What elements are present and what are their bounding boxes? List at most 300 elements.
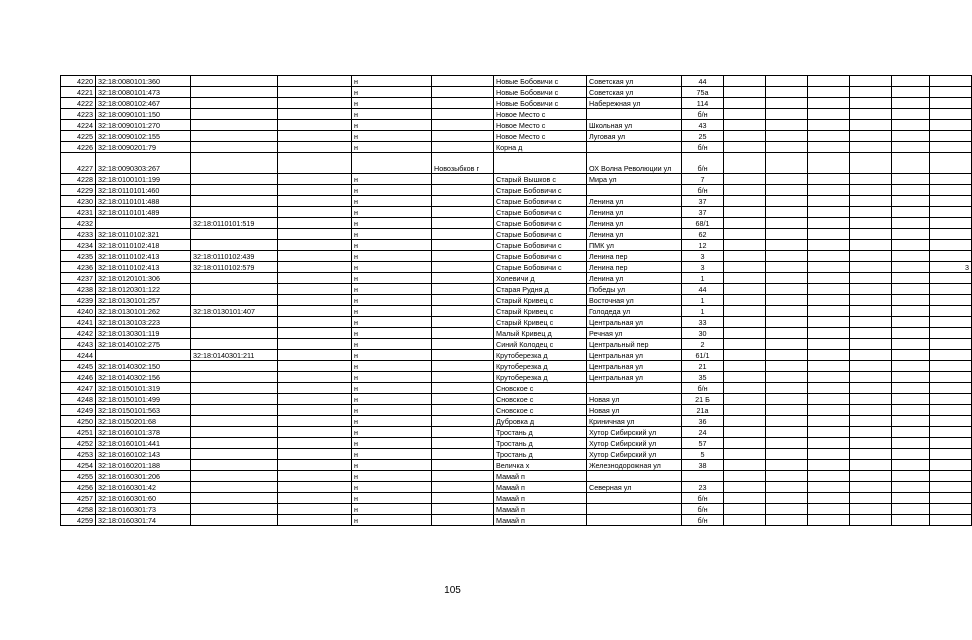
cell-col-4 (278, 131, 352, 142)
cell-col-15 (930, 295, 972, 306)
cell-settlement: Старый Кривец с (494, 306, 587, 317)
cell-col-4 (278, 405, 352, 416)
cell-house-number: б/н (682, 504, 724, 515)
cell-type-marker: н (352, 196, 432, 207)
cell-house-number: 36 (682, 416, 724, 427)
cell-col-10 (724, 262, 766, 273)
cell-col-15 (930, 394, 972, 405)
cell-col-13 (850, 120, 892, 131)
cell-cadastral-number: 32:18:0160101:441 (96, 438, 191, 449)
cell-settlement: Старые Бобовичи с (494, 229, 587, 240)
cell-col-13 (850, 460, 892, 471)
cell-cadastral-number: 32:18:0150201:68 (96, 416, 191, 427)
cell-street: Восточная ул (587, 295, 682, 306)
cell-col-10 (724, 87, 766, 98)
cell-col-4 (278, 350, 352, 361)
cell-col-15 (930, 218, 972, 229)
cell-type-marker: н (352, 339, 432, 350)
cell-type-marker: н (352, 438, 432, 449)
cell-col-13 (850, 153, 892, 174)
cell-col-14 (892, 449, 930, 460)
table-row (61, 416, 972, 427)
cell-col-13 (850, 328, 892, 339)
cell-related-cadastral-number (191, 317, 278, 328)
cell-street: Центральная ул (587, 350, 682, 361)
cell-street: Ленина ул (587, 229, 682, 240)
cell-type-marker: н (352, 482, 432, 493)
cell-col-4 (278, 196, 352, 207)
cell-settlement: Старые Бобовичи с (494, 251, 587, 262)
cell-related-cadastral-number (191, 207, 278, 218)
cell-cadastral-number: 32:18:0120301:122 (96, 284, 191, 295)
cell-col-14 (892, 504, 930, 515)
cell-col-15 (930, 449, 972, 460)
cell-col-15 (930, 240, 972, 251)
cell-house-number: 25 (682, 131, 724, 142)
cell-col-4 (278, 76, 352, 87)
table-row (61, 361, 972, 372)
cell-col-13 (850, 284, 892, 295)
cell-col-4 (278, 229, 352, 240)
cell-city (432, 196, 494, 207)
cell-related-cadastral-number: 32:18:0130101:407 (191, 306, 278, 317)
cell-row-number: 4246 (61, 372, 96, 383)
cell-house-number: 1 (682, 273, 724, 284)
cell-related-cadastral-number (191, 482, 278, 493)
cell-col-14 (892, 207, 930, 218)
cell-settlement: Старые Бобовичи с (494, 185, 587, 196)
cell-house-number: б/н (682, 109, 724, 120)
cell-house-number: б/н (682, 383, 724, 394)
cell-related-cadastral-number (191, 142, 278, 153)
cell-house-number: 62 (682, 229, 724, 240)
cell-city (432, 131, 494, 142)
cell-col-10 (724, 153, 766, 174)
cell-type-marker: н (352, 383, 432, 394)
cell-col-11 (766, 394, 808, 405)
cell-row-number: 4249 (61, 405, 96, 416)
cell-street: Ленина ул (587, 273, 682, 284)
cell-col-4 (278, 361, 352, 372)
cell-col-15 (930, 493, 972, 504)
cell-house-number: 68/1 (682, 218, 724, 229)
table-row (61, 317, 972, 328)
cell-settlement: Старые Бобовичи с (494, 262, 587, 273)
cell-col-4 (278, 438, 352, 449)
table-row (61, 131, 972, 142)
cell-col-12 (808, 295, 850, 306)
cell-col-13 (850, 482, 892, 493)
cell-col-14 (892, 131, 930, 142)
cell-cadastral-number: 32:18:0160101:378 (96, 427, 191, 438)
table-row (61, 229, 972, 240)
cell-col-11 (766, 306, 808, 317)
cell-col-14 (892, 153, 930, 174)
cell-col-14 (892, 218, 930, 229)
cell-settlement: Мамай п (494, 493, 587, 504)
cell-col-15 (930, 142, 972, 153)
cell-type-marker: н (352, 306, 432, 317)
cell-cadastral-number: 32:18:0160301:74 (96, 515, 191, 526)
cell-col-14 (892, 493, 930, 504)
cell-col-14 (892, 284, 930, 295)
cell-col-14 (892, 142, 930, 153)
cell-col-12 (808, 174, 850, 185)
cell-col-11 (766, 76, 808, 87)
cell-col-12 (808, 449, 850, 460)
cell-street: Центральная ул (587, 317, 682, 328)
cell-type-marker: н (352, 471, 432, 482)
cell-col-12 (808, 76, 850, 87)
cell-street: Речная ул (587, 328, 682, 339)
cell-col-12 (808, 427, 850, 438)
cell-city (432, 317, 494, 328)
cell-col-11 (766, 218, 808, 229)
cell-type-marker: н (352, 185, 432, 196)
cell-col-13 (850, 174, 892, 185)
cell-col-11 (766, 153, 808, 174)
cell-settlement: Сновское с (494, 405, 587, 416)
cell-related-cadastral-number (191, 372, 278, 383)
cell-cadastral-number: 32:18:0110102:321 (96, 229, 191, 240)
table-row (61, 218, 972, 229)
cell-house-number: 24 (682, 427, 724, 438)
cell-col-13 (850, 416, 892, 427)
cell-related-cadastral-number (191, 229, 278, 240)
cell-col-14 (892, 240, 930, 251)
cell-col-11 (766, 361, 808, 372)
cell-settlement: Сновское с (494, 383, 587, 394)
cell-cadastral-number: 32:18:0100101:199 (96, 174, 191, 185)
cell-related-cadastral-number (191, 416, 278, 427)
table-row (61, 350, 972, 361)
cell-related-cadastral-number (191, 427, 278, 438)
cell-row-number: 4225 (61, 131, 96, 142)
cell-type-marker: н (352, 262, 432, 273)
table-row (61, 109, 972, 120)
cell-row-number: 4248 (61, 394, 96, 405)
cell-col-10 (724, 98, 766, 109)
cell-col-13 (850, 350, 892, 361)
cell-row-number: 4222 (61, 98, 96, 109)
cell-col-12 (808, 218, 850, 229)
cell-type-marker: н (352, 273, 432, 284)
cell-col-10 (724, 229, 766, 240)
cell-settlement: Новое Место с (494, 120, 587, 131)
cell-col-13 (850, 339, 892, 350)
cell-house-number: 61/1 (682, 350, 724, 361)
cell-cadastral-number: 32:18:0090201:79 (96, 142, 191, 153)
cell-related-cadastral-number (191, 185, 278, 196)
table-row (61, 240, 972, 251)
cell-col-4 (278, 394, 352, 405)
cell-col-4 (278, 372, 352, 383)
cell-row-number: 4252 (61, 438, 96, 449)
cell-col-11 (766, 339, 808, 350)
cell-col-10 (724, 416, 766, 427)
cell-type-marker: н (352, 131, 432, 142)
cell-settlement: Крутоберезка д (494, 361, 587, 372)
cell-related-cadastral-number (191, 361, 278, 372)
cell-col-11 (766, 449, 808, 460)
cell-cadastral-number: 32:18:0110101:460 (96, 185, 191, 196)
table-row (61, 284, 972, 295)
cell-street: Центральный пер (587, 339, 682, 350)
cell-row-number: 4227 (61, 153, 96, 174)
cell-related-cadastral-number (191, 460, 278, 471)
cell-row-number: 4255 (61, 471, 96, 482)
cell-related-cadastral-number: 32:18:0140301:211 (191, 350, 278, 361)
cell-col-12 (808, 372, 850, 383)
cell-city (432, 350, 494, 361)
cell-col-14 (892, 460, 930, 471)
cell-col-13 (850, 306, 892, 317)
cell-settlement: Старый Вышков с (494, 174, 587, 185)
cell-col-10 (724, 515, 766, 526)
cell-street (587, 471, 682, 482)
table-row (61, 394, 972, 405)
cell-col-11 (766, 207, 808, 218)
cell-house-number: 37 (682, 196, 724, 207)
cell-house-number: 43 (682, 120, 724, 131)
cell-col-10 (724, 131, 766, 142)
cell-col-4 (278, 251, 352, 262)
cell-settlement: Тростань д (494, 438, 587, 449)
cell-row-number: 4232 (61, 218, 96, 229)
cell-col-13 (850, 438, 892, 449)
cell-col-10 (724, 174, 766, 185)
cell-cadastral-number: 32:18:0150101:499 (96, 394, 191, 405)
cell-house-number: 35 (682, 372, 724, 383)
cell-col-12 (808, 350, 850, 361)
cell-col-13 (850, 361, 892, 372)
cell-col-15 (930, 273, 972, 284)
cell-col-11 (766, 240, 808, 251)
cell-related-cadastral-number: 32:18:0110101:519 (191, 218, 278, 229)
cell-type-marker: н (352, 142, 432, 153)
cell-col-4 (278, 207, 352, 218)
cell-col-11 (766, 416, 808, 427)
cell-street (587, 515, 682, 526)
cell-city (432, 427, 494, 438)
cell-col-14 (892, 471, 930, 482)
cell-col-15 (930, 120, 972, 131)
cell-related-cadastral-number (191, 76, 278, 87)
cell-row-number: 4228 (61, 174, 96, 185)
cell-col-15 (930, 284, 972, 295)
cell-col-15 (930, 328, 972, 339)
cell-row-number: 4254 (61, 460, 96, 471)
cell-col-11 (766, 196, 808, 207)
cell-city (432, 229, 494, 240)
cell-house-number: б/н (682, 493, 724, 504)
cell-settlement: Мамай п (494, 515, 587, 526)
cell-house-number: 1 (682, 295, 724, 306)
cell-city (432, 251, 494, 262)
cell-city (432, 109, 494, 120)
cell-col-10 (724, 427, 766, 438)
cell-col-10 (724, 76, 766, 87)
cell-row-number: 4243 (61, 339, 96, 350)
cell-row-number: 4220 (61, 76, 96, 87)
cell-settlement: Крутоберезка д (494, 350, 587, 361)
cell-settlement: Новые Бобовичи с (494, 87, 587, 98)
cell-col-12 (808, 317, 850, 328)
page-number: 105 (444, 585, 461, 596)
cell-col-11 (766, 317, 808, 328)
cell-house-number: 33 (682, 317, 724, 328)
table-row (61, 306, 972, 317)
cell-type-marker: н (352, 405, 432, 416)
cell-col-12 (808, 98, 850, 109)
table-row (61, 196, 972, 207)
cell-street: Голодеда ул (587, 306, 682, 317)
cell-type-marker: н (352, 394, 432, 405)
cell-col-13 (850, 109, 892, 120)
cell-street: ОХ Волна Революции ул (587, 153, 682, 174)
cell-col-15 (930, 306, 972, 317)
cell-settlement: Сновское с (494, 394, 587, 405)
cell-col-13 (850, 207, 892, 218)
cell-col-13 (850, 493, 892, 504)
table-row (61, 251, 972, 262)
cell-street (587, 142, 682, 153)
cell-col-13 (850, 394, 892, 405)
cell-settlement: Малый Кривец д (494, 328, 587, 339)
cell-col-12 (808, 109, 850, 120)
cell-col-14 (892, 372, 930, 383)
cell-col-4 (278, 449, 352, 460)
cell-settlement: Величка х (494, 460, 587, 471)
cell-cadastral-number: 32:18:0090303:267 (96, 153, 191, 174)
cell-city (432, 405, 494, 416)
cell-type-marker: н (352, 493, 432, 504)
cell-col-15 (930, 504, 972, 515)
cell-city (432, 273, 494, 284)
cell-settlement: Мамай п (494, 482, 587, 493)
cell-street: Новая ул (587, 394, 682, 405)
cell-col-15 (930, 131, 972, 142)
cell-cadastral-number (96, 218, 191, 229)
cell-col-4 (278, 218, 352, 229)
cell-col-11 (766, 109, 808, 120)
cell-city (432, 438, 494, 449)
cell-street: Хутор Сибирский ул (587, 438, 682, 449)
cell-street (587, 109, 682, 120)
cell-type-marker: н (352, 515, 432, 526)
cell-house-number: 37 (682, 207, 724, 218)
cell-settlement: Старый Кривец с (494, 295, 587, 306)
cell-street: Советская ул (587, 76, 682, 87)
cell-col-10 (724, 142, 766, 153)
cell-cadastral-number: 32:18:0150101:563 (96, 405, 191, 416)
cell-col-12 (808, 153, 850, 174)
cell-col-15 (930, 361, 972, 372)
cell-col-15 (930, 438, 972, 449)
cell-type-marker: н (352, 295, 432, 306)
table-row (61, 405, 972, 416)
cell-street: Хутор Сибирский ул (587, 427, 682, 438)
cell-type-marker: н (352, 284, 432, 295)
cell-col-14 (892, 76, 930, 87)
cell-col-13 (850, 185, 892, 196)
table-row (61, 98, 972, 109)
cell-cadastral-number: 32:18:0110102:418 (96, 240, 191, 251)
cell-col-4 (278, 284, 352, 295)
cell-cadastral-number: 32:18:0160301:206 (96, 471, 191, 482)
cell-type-marker: н (352, 317, 432, 328)
cell-settlement: Тростань д (494, 427, 587, 438)
cell-col-11 (766, 174, 808, 185)
cell-col-4 (278, 383, 352, 394)
cell-col-11 (766, 493, 808, 504)
cell-col-12 (808, 438, 850, 449)
cell-related-cadastral-number (191, 109, 278, 120)
cell-col-14 (892, 262, 930, 273)
cell-col-12 (808, 142, 850, 153)
cell-house-number: 3 (682, 262, 724, 273)
table-row (61, 449, 972, 460)
cell-col-14 (892, 405, 930, 416)
table-row (61, 185, 972, 196)
cell-col-14 (892, 251, 930, 262)
cell-row-number: 4224 (61, 120, 96, 131)
cell-cadastral-number: 32:18:0090101:270 (96, 120, 191, 131)
cell-city (432, 449, 494, 460)
cell-street: Школьная ул (587, 120, 682, 131)
cell-col-13 (850, 471, 892, 482)
cell-col-14 (892, 295, 930, 306)
cell-city (432, 361, 494, 372)
cell-col-11 (766, 328, 808, 339)
cell-cadastral-number: 32:18:0130101:257 (96, 295, 191, 306)
cell-col-15 (930, 98, 972, 109)
cell-related-cadastral-number (191, 383, 278, 394)
table-row (61, 153, 972, 174)
cell-settlement: Старая Рудня д (494, 284, 587, 295)
cell-related-cadastral-number (191, 339, 278, 350)
cell-col-15 (930, 383, 972, 394)
cell-col-4 (278, 328, 352, 339)
cell-cadastral-number: 32:18:0160301:42 (96, 482, 191, 493)
cell-settlement: Новые Бобовичи с (494, 76, 587, 87)
cell-col-15 (930, 196, 972, 207)
table-row (61, 460, 972, 471)
cell-col-4 (278, 87, 352, 98)
cell-row-number: 4240 (61, 306, 96, 317)
cell-col-14 (892, 317, 930, 328)
cell-settlement: Синий Колодец с (494, 339, 587, 350)
cell-col-10 (724, 361, 766, 372)
table-row (61, 493, 972, 504)
cell-city (432, 460, 494, 471)
cell-col-12 (808, 306, 850, 317)
cell-col-10 (724, 251, 766, 262)
cell-street: Центральная ул (587, 361, 682, 372)
cell-house-number: 21а (682, 405, 724, 416)
cell-col-14 (892, 185, 930, 196)
cell-col-14 (892, 427, 930, 438)
cell-col-12 (808, 394, 850, 405)
cell-row-number: 4244 (61, 350, 96, 361)
cell-col-11 (766, 372, 808, 383)
cell-house-number: 114 (682, 98, 724, 109)
cell-col-11 (766, 460, 808, 471)
cell-col-15 (930, 87, 972, 98)
cell-col-11 (766, 142, 808, 153)
cell-cadastral-number (96, 350, 191, 361)
cell-col-11 (766, 185, 808, 196)
